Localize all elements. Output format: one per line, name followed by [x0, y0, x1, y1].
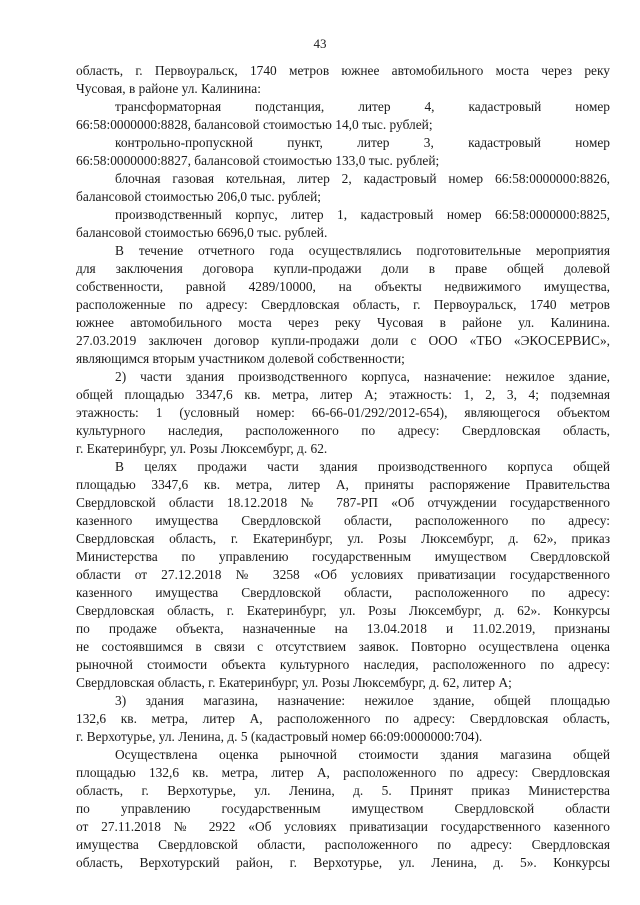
- text-line: Чусовая, в районе ул. Калинина:: [76, 81, 261, 96]
- text-line: расположенные по адресу: Свердловская область, г. Первоуральск, 1740 метров: [76, 297, 610, 312]
- text-line: Осуществлена оценка рыночной стоимости здания магазина общей: [115, 747, 610, 762]
- text-line: балансовой стоимостью 206,0 тыс. рублей;: [76, 189, 321, 204]
- text-line: для заключения договора купли-продажи доли в праве общей долевой: [76, 261, 610, 276]
- text-line: казенного имущества Свердловской области, расположенного по адресу:: [76, 585, 610, 600]
- page-number: 43: [313, 36, 327, 51]
- text-line: являющимся вторым участником долевой собственности;: [76, 351, 405, 366]
- text-line: Министерства по управлению государственным имуществом Свердловской: [76, 549, 610, 564]
- text-line: область, г. Верхотурье, ул. Ленина, д. 5. Принят приказ Министерства: [76, 783, 610, 798]
- text-line: 3) здания магазина, назначение: нежилое здание, общей площадью: [115, 693, 610, 708]
- text-line: 66:58:0000000:8827, балансовой стоимостью 133,0 тыс. рублей;: [76, 153, 440, 168]
- text-line: В целях продажи части здания производственного корпуса общей: [115, 459, 610, 474]
- text-line: 132,6 кв. метра, литер А, расположенного по адресу: Свердловская область,: [76, 711, 610, 726]
- document-body: [76, 62, 610, 872]
- text-line: площадью 132,6 кв. метра, литер А, расположенного по адресу: Свердловская: [76, 765, 610, 780]
- text-line: Свердловская область, г. Екатеринбург, ул. Розы Люксембург, д. 62», приказ: [76, 531, 610, 546]
- text-line: 27.03.2019 заключен договор купли-продажи доли с ООО «ТБО «ЭКОСЕРВИС»,: [76, 333, 610, 348]
- text-line: культурного наследия, расположенного по адресу: Свердловская область,: [76, 423, 610, 438]
- text-line: область, г. Первоуральск, 1740 метров южнее автомобильного моста через реку: [76, 63, 610, 78]
- text-line: Свердловской области 18.12.2018 № 787-РП «Об отчуждении государственного: [76, 495, 610, 510]
- text-line: г. Верхотурье, ул. Ленина, д. 5 (кадастровый номер 66:09:0000000:704).: [76, 729, 483, 744]
- text-line: собственности, равной 4289/10000, на объекты недвижимого имущества,: [76, 279, 610, 294]
- text-line: блочная газовая котельная, литер 2, кадастровый номер 66:58:0000000:8826,: [115, 171, 610, 186]
- text-line: производственный корпус, литер 1, кадастровый номер 66:58:0000000:8825,: [115, 207, 610, 222]
- text-line: области от 27.12.2018 № 3258 «Об условиях приватизации государственного: [76, 567, 610, 582]
- text-line: по управлению государственным имуществом Свердловской области: [76, 801, 610, 816]
- text-line: от 27.11.2018 № 2922 «Об условиях приватизации государственного казенного: [76, 819, 610, 834]
- text-line: 66:58:0000000:8828, балансовой стоимостью 14,0 тыс. рублей;: [76, 117, 433, 132]
- text-line: г. Екатеринбург, ул. Розы Люксембург, д. 62.: [76, 441, 328, 456]
- text-line: казенного имущества Свердловской области, расположенного по адресу:: [76, 513, 610, 528]
- text-line: область, Верхотурский район, г. Верхотурье, ул. Ленина, д. 5». Конкурсы: [76, 855, 610, 870]
- text-line: трансформаторная подстанция, литер 4, кадастровый номер: [115, 99, 610, 114]
- text-line: балансовой стоимостью 6696,0 тыс. рублей.: [76, 225, 328, 240]
- text-line: не состоявшимся в связи с отсутствием заявок. Повторно осуществлена оценка: [76, 639, 610, 654]
- text-line: общей площадью 3347,6 кв. метра, литер А; этажность: 1, 2, 3, 4; подземная: [76, 387, 610, 402]
- text-line: В течение отчетного года осуществлялись подготовительные мероприятия: [115, 243, 610, 258]
- text-line: по продаже объекта, назначенные на 13.04.2018 и 11.02.2019, признаны: [76, 621, 610, 636]
- text-line: 2) части здания производственного корпуса, назначение: нежилое здание,: [115, 369, 610, 384]
- text-line: контрольно-пропускной пункт, литер 3, кадастровый номер: [115, 135, 610, 150]
- text-line: рыночной стоимости объекта культурного наследия, расположенного по адресу:: [76, 657, 610, 672]
- text-line: имущества Свердловской области, расположенного по адресу: Свердловская: [76, 837, 610, 852]
- text-line: южнее автомобильного моста через реку Чусовая в районе ул. Калинина.: [76, 315, 610, 330]
- text-line: площадью 3347,6 кв. метра, литер А, приняты распоряжение Правительства: [76, 477, 610, 492]
- text-line: Свердловская область, г. Екатеринбург, ул. Розы Люксембург, д. 62». Конкурсы: [76, 603, 610, 618]
- text-line: Свердловская область, г. Екатеринбург, ул. Розы Люксембург, д. 62, литер А;: [76, 675, 512, 690]
- text-line: этажность: 1 (условный номер: 66-66-01/292/2012-654), являющегося объектом: [76, 405, 610, 420]
